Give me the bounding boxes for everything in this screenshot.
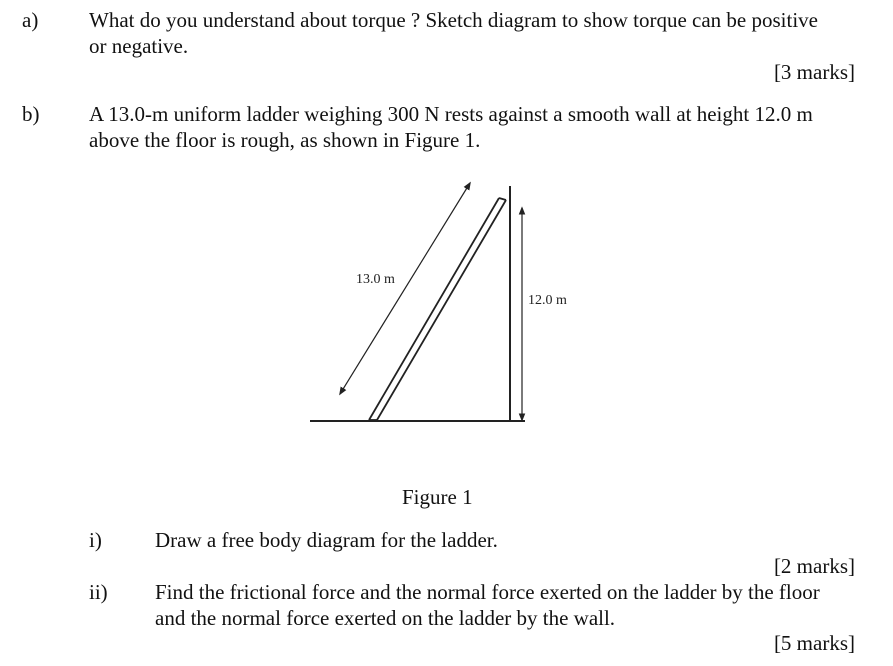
part-ii-text-line2: and the normal force exerted on the ladder by the wall. xyxy=(155,606,616,630)
wall-height-label: 12.0 m xyxy=(528,293,567,308)
ladder-length-arrow xyxy=(340,183,470,394)
part-i-text: Draw a free body diagram for the ladder. xyxy=(155,528,498,552)
ladder-figure xyxy=(300,178,590,430)
question-a-label: a) xyxy=(22,8,39,32)
figure-caption: Figure 1 xyxy=(402,485,473,509)
question-a-text-line1: What do you understand about torque ? Sketch diagram to show torque can be positive xyxy=(89,8,818,32)
part-i-label: i) xyxy=(89,528,102,552)
question-a-text-line2: or negative. xyxy=(89,34,189,58)
ladder-length-label: 13.0 m xyxy=(356,272,395,287)
question-a-marks: [3 marks] xyxy=(773,60,855,84)
part-ii-label: ii) xyxy=(89,580,108,604)
question-b-text-line1: A 13.0-m uniform ladder weighing 300 N rests against a smooth wall at height 12.0 m xyxy=(89,102,813,126)
ladder xyxy=(369,198,506,420)
part-ii-marks: [5 marks] xyxy=(773,631,855,655)
part-ii-text-line1: Find the frictional force and the normal force exerted on the ladder by the floor xyxy=(155,580,820,604)
part-i-marks: [2 marks] xyxy=(773,554,855,578)
question-b-text-line2: above the floor is rough, as shown in Figure 1. xyxy=(89,128,481,152)
question-b-label: b) xyxy=(22,102,40,126)
